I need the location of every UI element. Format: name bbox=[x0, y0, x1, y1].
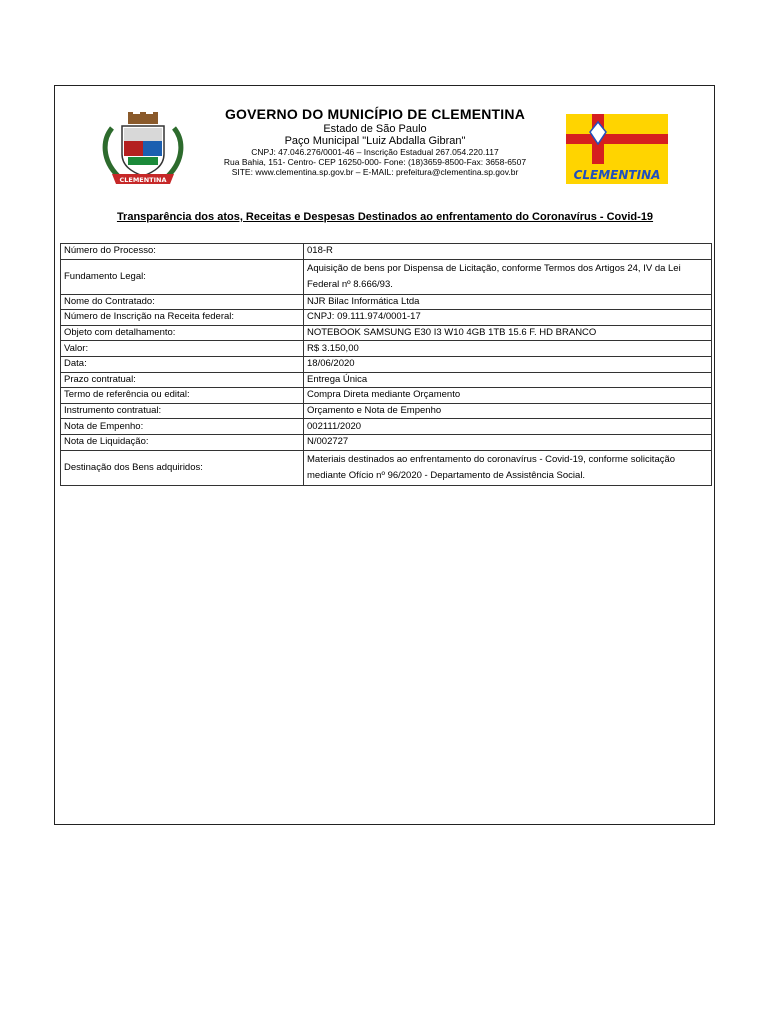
government-title: GOVERNO DO MUNICÍPIO DE CLEMENTINA bbox=[224, 106, 526, 122]
table-row bbox=[61, 341, 712, 357]
process-details-table bbox=[60, 243, 712, 486]
site-line: SITE: www.clementina.sp.gov.br – E-MAIL: prefeitura@clementina.sp.gov.br bbox=[231, 167, 519, 177]
row-value: NJR Bilac Informática Ltda bbox=[304, 294, 712, 310]
row-value: Entrega Única bbox=[304, 372, 712, 388]
table-row bbox=[61, 294, 712, 310]
flag-logo-text: CLEMENTINA bbox=[573, 168, 661, 182]
row-value: CNPJ: 09.111.974/0001-17 bbox=[304, 310, 712, 326]
document-title: Transparência dos atos, Receitas e Despesas Destinados ao enfrentamento do Coronavírus - Covid-19 bbox=[116, 211, 654, 223]
coat-of-arms-icon bbox=[98, 110, 188, 190]
crest-banner: CLEMENTINA bbox=[119, 176, 167, 184]
row-value: R$ 3.150,00 bbox=[304, 341, 712, 357]
cnpj-line: CNPJ: 47.046.276/0001-46 – Inscrição Estadual 267.054.220.117 bbox=[251, 147, 499, 157]
row-label: Número do Processo: bbox=[61, 244, 304, 260]
row-value: Aquisição de bens por Dispensa de Licitação, conforme Termos dos Artigos 24, IV da Lei Federal nº 8.666/93. bbox=[307, 262, 681, 290]
table-row bbox=[61, 403, 712, 419]
table-row bbox=[61, 310, 712, 326]
table-row bbox=[61, 356, 712, 372]
row-value: NOTEBOOK SAMSUNG E30 I3 W10 4GB 1TB 15.6 F. HD BRANCO bbox=[304, 325, 712, 341]
table-row bbox=[61, 259, 712, 294]
state-name: Estado de São Paulo bbox=[323, 123, 427, 135]
row-label: Fundamento Legal: bbox=[61, 259, 304, 294]
table-row bbox=[61, 244, 712, 260]
row-value: 18/06/2020 bbox=[304, 356, 712, 372]
row-label: Nota de Liquidação: bbox=[61, 434, 304, 450]
palace-name: Paço Municipal "Luiz Abdalla Gibran" bbox=[284, 135, 466, 147]
row-value: Orçamento e Nota de Empenho bbox=[304, 403, 712, 419]
row-label: Destinação dos Bens adquiridos: bbox=[61, 450, 304, 485]
row-label: Número de Inscrição na Receita federal: bbox=[61, 310, 304, 326]
row-value: Materiais destinados ao enfrentamento do coronavírus - Covid-19, conforme solicitação mediante Ofício nº 96/2020 - Departamento de Assistência Social. bbox=[307, 453, 676, 481]
table-row bbox=[61, 434, 712, 450]
letterhead bbox=[98, 104, 668, 194]
table-row bbox=[61, 325, 712, 341]
row-value-cell bbox=[304, 259, 712, 294]
row-value: N/002727 bbox=[304, 434, 712, 450]
row-value-cell bbox=[304, 450, 712, 485]
address-line: Rua Bahia, 151- Centro- CEP 16250-000- Fone: (18)3659-8500-Fax: 3658-6507 bbox=[223, 157, 527, 167]
row-label: Valor: bbox=[61, 341, 304, 357]
row-label: Prazo contratual: bbox=[61, 372, 304, 388]
municipal-flag-icon bbox=[566, 114, 668, 184]
table-row bbox=[61, 450, 712, 485]
table-row bbox=[61, 372, 712, 388]
row-label: Nota de Empenho: bbox=[61, 419, 304, 435]
row-value: 018-R bbox=[304, 244, 712, 260]
row-label: Instrumento contratual: bbox=[61, 403, 304, 419]
letterhead-text bbox=[190, 106, 560, 177]
row-label: Termo de referência ou edital: bbox=[61, 388, 304, 404]
table-row bbox=[61, 388, 712, 404]
row-label: Nome do Contratado: bbox=[61, 294, 304, 310]
row-value: Compra Direta mediante Orçamento bbox=[304, 388, 712, 404]
row-label: Objeto com detalhamento: bbox=[61, 325, 304, 341]
table-row bbox=[61, 419, 712, 435]
row-label: Data: bbox=[61, 356, 304, 372]
row-value: 002111/2020 bbox=[304, 419, 712, 435]
